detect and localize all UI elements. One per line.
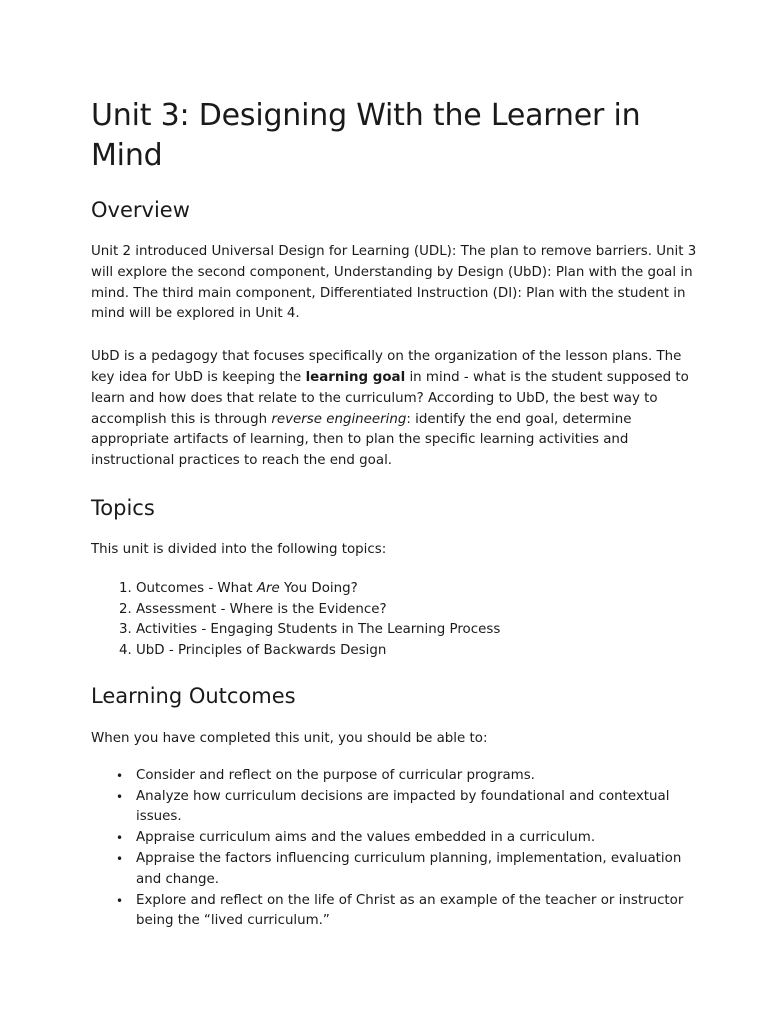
overview-p2-text-b: in mind - what is the student supposed to learn and how does that relate to the curriculum? According to UbD, the best way to accomplish this is through [91,369,689,427]
bullet-icon: • [116,789,124,804]
outcome-text: Consider and reflect on the purpose of curricular programs. [136,767,535,783]
reverse-engineering-italic: reverse engineering [271,411,407,427]
outcome-item [116,787,708,829]
topics-heading: Topics [91,495,155,520]
overview-paragraph-2 [91,347,708,472]
learning-outcomes-heading: Learning Outcomes [91,683,296,708]
topic-text-end: You Doing? [279,580,358,596]
outcome-item [116,891,708,933]
bullet-icon: • [116,851,124,866]
bullet-icon: • [116,893,124,908]
outcome-item [116,828,708,849]
outcome-text: Explore and reflect on the life of Christ as an example of the teacher or instructor being the “lived curriculum.” [136,892,684,929]
topic-item [136,641,708,662]
topic-item [136,600,708,621]
outcomes-intro: When you have completed this unit, you should be able to: [91,730,488,746]
bullet-icon: • [116,768,124,783]
topic-emphasis: Are [256,580,280,596]
topics-intro: This unit is divided into the following topics: [91,541,387,557]
topic-text: Outcomes - What [136,580,257,596]
topic-text: UbD - Principles of Backwards Design [136,643,387,659]
overview-paragraph-1: Unit 2 introduced Universal Design for Learning (UDL): The plan to remove barriers. Unit 3 will explore the second component, Understanding by Design (UbD): Plan with the goal in mind. The third main component, Differentiated Instruction (DI): Plan with the student in mind will be explored in Unit 4. [91,244,697,322]
outcomes-list [91,766,708,932]
topic-text: Activities - Engaging Students in The Learning Process [136,622,501,638]
learning-goal-bold: learning goal [305,369,406,385]
outcome-text: Appraise the factors influencing curriculum planning, implementation, evaluation and change. [136,850,682,887]
overview-p2-text-c: : identify the end goal, determine appropriate artifacts of learning, then to plan the specific learning activities and instructional practices to reach the end goal. [91,411,632,469]
outcome-item [116,766,708,787]
topics-list [91,579,708,662]
page-title: Unit 3: Designing With the Learner in Mind [91,98,641,173]
topic-text: Assessment - Where is the Evidence? [136,601,387,617]
overview-heading: Overview [91,198,190,222]
overview-p2-text-a: UbD is a pedagogy that focuses specifically on the organization of the lesson plans. The key idea for UbD is keeping the [91,349,682,385]
outcome-item [116,849,708,891]
topic-item [136,579,708,600]
topic-item [136,620,708,641]
outcome-text: Appraise curriculum aims and the values embedded in a curriculum. [136,830,596,846]
bullet-icon: • [116,831,124,846]
outcome-text: Analyze how curriculum decisions are impacted by foundational and contextual issues. [136,788,670,825]
